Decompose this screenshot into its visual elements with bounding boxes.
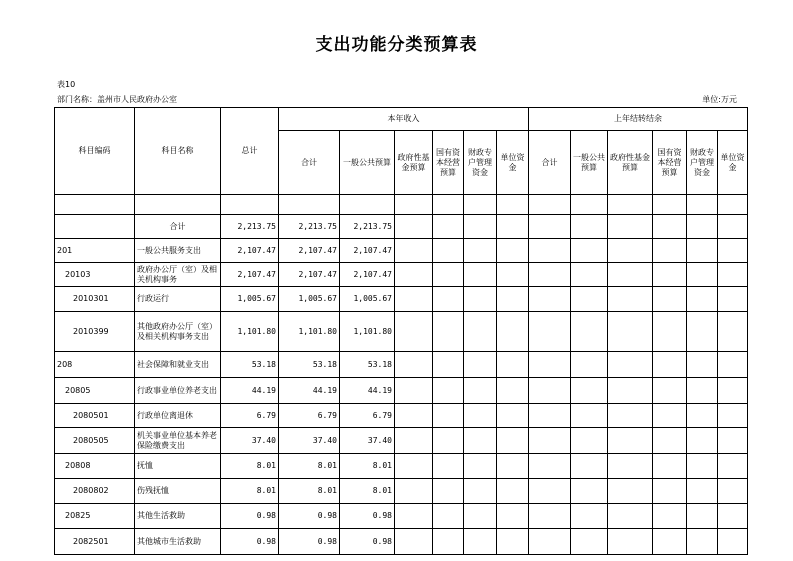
- empty-cell: [464, 404, 497, 428]
- row-code: 20808: [55, 454, 135, 479]
- row-code: 201: [55, 239, 135, 263]
- table-row: [55, 312, 748, 352]
- row-current-sum: 44.19: [279, 378, 340, 404]
- table-number: 表10: [57, 80, 76, 89]
- empty-cell: [464, 239, 497, 263]
- empty-cell: [464, 479, 497, 504]
- row-name: 其他城市生活救助: [135, 529, 221, 555]
- row-current-general: 53.18: [340, 352, 395, 378]
- empty-cell: [497, 263, 529, 287]
- empty-cell: [529, 312, 571, 352]
- empty-cell: [718, 378, 748, 404]
- row-code: 2080501: [55, 404, 135, 428]
- row-current-sum: 8.01: [279, 479, 340, 504]
- empty-cell: [653, 504, 687, 529]
- row-total: 2,107.47: [221, 239, 279, 263]
- empty-cell: [571, 312, 608, 352]
- row-current-sum: 0.98: [279, 504, 340, 529]
- row-code: 2082501: [55, 529, 135, 555]
- empty-cell: [529, 504, 571, 529]
- empty-cell: [608, 504, 653, 529]
- header-carryover: 上年结转结余: [529, 108, 748, 131]
- empty-cell: [718, 428, 748, 454]
- table-row: [55, 352, 748, 378]
- empty-cell: [653, 479, 687, 504]
- empty-cell: [464, 215, 497, 239]
- empty-cell: [718, 504, 748, 529]
- row-name: 行政单位离退休: [135, 404, 221, 428]
- empty-cell: [395, 239, 433, 263]
- empty-cell: [433, 378, 464, 404]
- row-current-general: 0.98: [340, 529, 395, 555]
- empty-cell: [653, 239, 687, 263]
- empty-cell: [497, 239, 529, 263]
- empty-cell: [718, 529, 748, 555]
- row-current-sum: 2,107.47: [279, 263, 340, 287]
- row-name: 政府办公厅（室）及相关机构事务: [135, 263, 221, 287]
- empty-cell: [433, 287, 464, 312]
- header-cur-state: 国有资本经营预算: [433, 131, 464, 195]
- empty-cell: [687, 263, 718, 287]
- empty-cell: [497, 352, 529, 378]
- row-current-sum: 2,213.75: [279, 215, 340, 239]
- row-current-general: 6.79: [340, 404, 395, 428]
- empty-cell: [718, 479, 748, 504]
- empty-cell: [653, 312, 687, 352]
- header-car-general: 一般公共预算: [571, 131, 608, 195]
- row-total: 2,107.47: [221, 263, 279, 287]
- empty-cell: [395, 263, 433, 287]
- table-row: [55, 479, 748, 504]
- page-title: 支出功能分类预算表: [315, 35, 478, 55]
- empty-cell: [653, 352, 687, 378]
- empty-cell: [718, 263, 748, 287]
- empty-cell: [395, 287, 433, 312]
- empty-cell: [497, 312, 529, 352]
- empty-cell: [433, 504, 464, 529]
- header-cur-fund: 政府性基金预算: [395, 131, 433, 195]
- header-cur-sum: 合计: [279, 131, 340, 195]
- row-total: 37.40: [221, 428, 279, 454]
- empty-cell: [464, 529, 497, 555]
- empty-cell: [395, 504, 433, 529]
- row-current-general: 1,005.67: [340, 287, 395, 312]
- empty-cell: [608, 428, 653, 454]
- empty-cell: [653, 287, 687, 312]
- row-code: 2010301: [55, 287, 135, 312]
- empty-cell: [395, 312, 433, 352]
- empty-cell: [497, 404, 529, 428]
- row-total: 44.19: [221, 378, 279, 404]
- row-total: 8.01: [221, 454, 279, 479]
- empty-cell: [687, 404, 718, 428]
- row-current-general: 37.40: [340, 428, 395, 454]
- empty-cell: [433, 239, 464, 263]
- empty-cell: [571, 479, 608, 504]
- empty-cell: [571, 529, 608, 555]
- empty-cell: [464, 454, 497, 479]
- empty-cell: [529, 287, 571, 312]
- row-total: 2,213.75: [221, 215, 279, 239]
- header-car-special: 财政专户管理资金: [687, 131, 718, 195]
- empty-cell: [687, 312, 718, 352]
- empty-cell: [395, 404, 433, 428]
- row-current-general: 44.19: [340, 378, 395, 404]
- empty-cell: [653, 454, 687, 479]
- empty-cell: [571, 504, 608, 529]
- empty-cell: [433, 404, 464, 428]
- row-name: 其他生活救助: [135, 504, 221, 529]
- empty-cell: [687, 352, 718, 378]
- row-name: 行政运行: [135, 287, 221, 312]
- row-current-general: 1,101.80: [340, 312, 395, 352]
- empty-cell: [718, 454, 748, 479]
- empty-cell: [653, 378, 687, 404]
- empty-cell: [687, 428, 718, 454]
- empty-cell: [433, 454, 464, 479]
- empty-cell: [718, 215, 748, 239]
- row-current-sum: 8.01: [279, 454, 340, 479]
- empty-cell: [497, 428, 529, 454]
- row-code: [55, 215, 135, 239]
- empty-cell: [608, 239, 653, 263]
- table-row: [55, 215, 748, 239]
- empty-cell: [608, 215, 653, 239]
- department-name: 部门名称：盖州市人民政府办公室: [57, 95, 177, 104]
- empty-cell: [433, 312, 464, 352]
- empty-cell: [608, 479, 653, 504]
- empty-cell: [608, 404, 653, 428]
- row-current-general: 8.01: [340, 479, 395, 504]
- empty-cell: [464, 312, 497, 352]
- empty-cell: [497, 504, 529, 529]
- empty-cell: [529, 479, 571, 504]
- row-current-sum: 0.98: [279, 529, 340, 555]
- row-total: 0.98: [221, 529, 279, 555]
- row-total: 1,101.80: [221, 312, 279, 352]
- empty-cell: [571, 263, 608, 287]
- row-total: 53.18: [221, 352, 279, 378]
- empty-cell: [497, 479, 529, 504]
- empty-cell: [529, 239, 571, 263]
- table-row: [55, 239, 748, 263]
- empty-cell: [571, 404, 608, 428]
- empty-cell: [529, 352, 571, 378]
- empty-cell: [608, 287, 653, 312]
- empty-cell: [395, 454, 433, 479]
- empty-cell: [497, 378, 529, 404]
- row-current-sum: 1,101.80: [279, 312, 340, 352]
- empty-cell: [687, 529, 718, 555]
- empty-cell: [718, 312, 748, 352]
- row-code: 2080505: [55, 428, 135, 454]
- empty-cell: [529, 529, 571, 555]
- empty-cell: [464, 287, 497, 312]
- row-code: 2010399: [55, 312, 135, 352]
- row-current-general: 0.98: [340, 504, 395, 529]
- header-total: 总计: [221, 108, 279, 195]
- empty-cell: [497, 529, 529, 555]
- empty-cell: [687, 287, 718, 312]
- row-code: 20825: [55, 504, 135, 529]
- empty-cell: [395, 378, 433, 404]
- row-current-sum: 53.18: [279, 352, 340, 378]
- empty-cell: [395, 215, 433, 239]
- empty-cell: [653, 428, 687, 454]
- empty-cell: [718, 352, 748, 378]
- empty-cell: [653, 529, 687, 555]
- header-cur-special: 财政专户管理资金: [464, 131, 497, 195]
- row-code: 20103: [55, 263, 135, 287]
- empty-cell: [433, 529, 464, 555]
- row-current-general: 2,107.47: [340, 263, 395, 287]
- empty-cell: [571, 428, 608, 454]
- empty-cell: [464, 428, 497, 454]
- empty-cell: [529, 454, 571, 479]
- empty-cell: [395, 352, 433, 378]
- empty-cell: [687, 215, 718, 239]
- row-total: 6.79: [221, 404, 279, 428]
- empty-cell: [653, 215, 687, 239]
- empty-cell: [433, 428, 464, 454]
- row-current-sum: 6.79: [279, 404, 340, 428]
- header-car-fund: 政府性基金预算: [608, 131, 653, 195]
- empty-cell: [464, 352, 497, 378]
- table-row: [55, 404, 748, 428]
- row-name: 社会保障和就业支出: [135, 352, 221, 378]
- empty-cell: [529, 215, 571, 239]
- row-code: 2080802: [55, 479, 135, 504]
- empty-cell: [395, 529, 433, 555]
- row-current-sum: 2,107.47: [279, 239, 340, 263]
- empty-cell: [608, 263, 653, 287]
- empty-cell: [653, 263, 687, 287]
- row-name: 一般公共服务支出: [135, 239, 221, 263]
- empty-cell: [571, 239, 608, 263]
- empty-cell: [497, 215, 529, 239]
- row-current-general: 8.01: [340, 454, 395, 479]
- empty-cell: [395, 428, 433, 454]
- row-current-general: 2,107.47: [340, 239, 395, 263]
- header-car-unit: 单位资金: [718, 131, 748, 195]
- header-name: 科目名称: [135, 108, 221, 195]
- empty-cell: [718, 287, 748, 312]
- header-cur-general: 一般公共预算: [340, 131, 395, 195]
- row-code: 20805: [55, 378, 135, 404]
- empty-cell: [433, 263, 464, 287]
- empty-cell: [571, 287, 608, 312]
- empty-cell: [433, 352, 464, 378]
- empty-cell: [653, 404, 687, 428]
- row-current-general: 2,213.75: [340, 215, 395, 239]
- row-name: 行政事业单位养老支出: [135, 378, 221, 404]
- empty-cell: [464, 263, 497, 287]
- row-name: 伤残抚恤: [135, 479, 221, 504]
- header-car-state: 国有资本经营预算: [653, 131, 687, 195]
- header-car-sum: 合计: [529, 131, 571, 195]
- table-row: [55, 454, 748, 479]
- empty-cell: [687, 479, 718, 504]
- empty-cell: [529, 428, 571, 454]
- empty-cell: [433, 479, 464, 504]
- table-row: [55, 529, 748, 555]
- row-code: 208: [55, 352, 135, 378]
- row-current-sum: 1,005.67: [279, 287, 340, 312]
- row-name: 合计: [135, 215, 221, 239]
- row-name: 机关事业单位基本养老保险缴费支出: [135, 428, 221, 454]
- empty-cell: [529, 378, 571, 404]
- row-total: 1,005.67: [221, 287, 279, 312]
- row-name: 其他政府办公厅（室）及相关机构事务支出: [135, 312, 221, 352]
- empty-cell: [687, 378, 718, 404]
- table-row: [55, 428, 748, 454]
- empty-cell: [571, 215, 608, 239]
- empty-cell: [608, 454, 653, 479]
- empty-cell: [529, 263, 571, 287]
- empty-cell: [433, 215, 464, 239]
- table-row: [55, 378, 748, 404]
- empty-cell: [464, 378, 497, 404]
- empty-cell: [687, 239, 718, 263]
- table-row: [55, 263, 748, 287]
- empty-cell: [497, 454, 529, 479]
- header-code: 科目编码: [55, 108, 135, 195]
- row-current-sum: 37.40: [279, 428, 340, 454]
- empty-cell: [608, 378, 653, 404]
- empty-cell: [608, 352, 653, 378]
- table-row: [55, 504, 748, 529]
- header-cur-unit: 单位资金: [497, 131, 529, 195]
- empty-cell: [464, 504, 497, 529]
- empty-cell: [687, 504, 718, 529]
- empty-cell: [608, 529, 653, 555]
- empty-cell: [687, 454, 718, 479]
- empty-cell: [571, 352, 608, 378]
- row-total: 8.01: [221, 479, 279, 504]
- empty-cell: [608, 312, 653, 352]
- budget-table: [54, 107, 748, 555]
- empty-cell: [571, 454, 608, 479]
- empty-cell: [529, 404, 571, 428]
- empty-cell: [718, 239, 748, 263]
- table-row: [55, 287, 748, 312]
- header-current-year: 本年收入: [279, 108, 529, 131]
- empty-cell: [497, 287, 529, 312]
- row-total: 0.98: [221, 504, 279, 529]
- unit-label: 单位:万元: [702, 95, 737, 104]
- empty-cell: [718, 404, 748, 428]
- empty-cell: [395, 479, 433, 504]
- row-name: 抚恤: [135, 454, 221, 479]
- empty-cell: [571, 378, 608, 404]
